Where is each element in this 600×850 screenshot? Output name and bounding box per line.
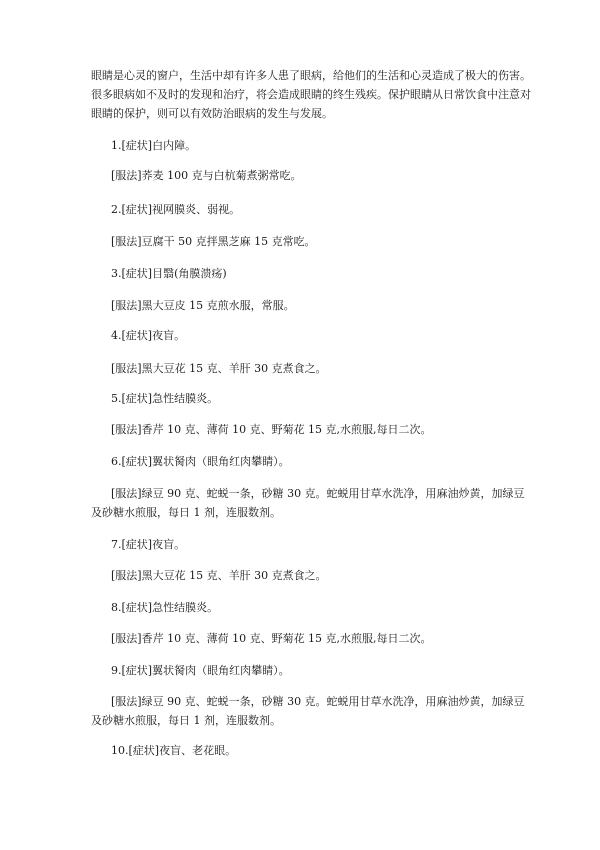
intro-paragraph: 眼睛是心灵的窗户，生活中却有许多人患了眼病，给他们的生活和心灵造成了极大的伤害。很多眼病如不及时的发现和治疗，将会造成眼睛的终生残疾。保护眼睛从日常饮食中注意对眼睛的保护，则可以有效防治眼病的发生与发展。 — [91, 69, 531, 120]
entry-3-symptom: 3.[症状]目翳(角膜溃疡) — [111, 267, 227, 280]
entry-8-symptom: 8.[症状]急性结膜炎。 — [111, 601, 219, 614]
entry-5-method: [服法]香芹 10 克、薄荷 10 克、野菊花 15 克,水煎服,每日二次。 — [111, 423, 432, 436]
entry-1-symptom: 1.[症状]白内障。 — [111, 139, 197, 152]
entry-5-symptom: 5.[症状]急性结膜炎。 — [111, 392, 219, 405]
entry-6-method: [服法]绿豆 90 克、蛇蜕一条，砂糖 30 克。蛇蜕用甘草水洗净，用麻油炒黄，加绿豆及砂糖水煎服，每日 1 剂，连服数剂。 — [91, 487, 525, 519]
entry-9-symptom: 9.[症状]翼状胬肉（眼角红肉攀睛）。 — [111, 664, 290, 677]
entry-10-symptom: 10.[症状]夜盲、老花眼。 — [111, 744, 237, 757]
entry-9-method: [服法]绿豆 90 克、蛇蜕一条，砂糖 30 克。蛇蜕用甘草水洗净，用麻油炒黄，加绿豆及砂糖水煎服，每日 1 剂，连服数剂。 — [91, 695, 525, 727]
entry-2-symptom: 2.[症状]视网膜炎、弱视。 — [111, 203, 241, 216]
entry-8-method: [服法]香芹 10 克、薄荷 10 克、野菊花 15 克,水煎服,每日二次。 — [111, 632, 432, 645]
entry-7-symptom: 7.[症状]夜盲。 — [111, 538, 186, 551]
entry-6-symptom: 6.[症状]翼状胬肉（眼角红肉攀睛）。 — [111, 455, 290, 468]
entry-2-method: [服法]豆腐干 50 克拌黑芝麻 15 克常吃。 — [111, 235, 316, 248]
entry-3-method: [服法]黑大豆皮 15 克煎水服，常服。 — [111, 299, 295, 312]
entry-7-method: [服法]黑大豆花 15 克、羊肝 30 克煮食之。 — [111, 569, 327, 582]
entry-4-symptom: 4.[症状]夜盲。 — [111, 329, 186, 342]
entry-4-method: [服法]黑大豆花 15 克、羊肝 30 克煮食之。 — [111, 362, 327, 375]
entry-1-method: [服法]荞麦 100 克与白杭菊煮粥常吃。 — [111, 169, 302, 182]
